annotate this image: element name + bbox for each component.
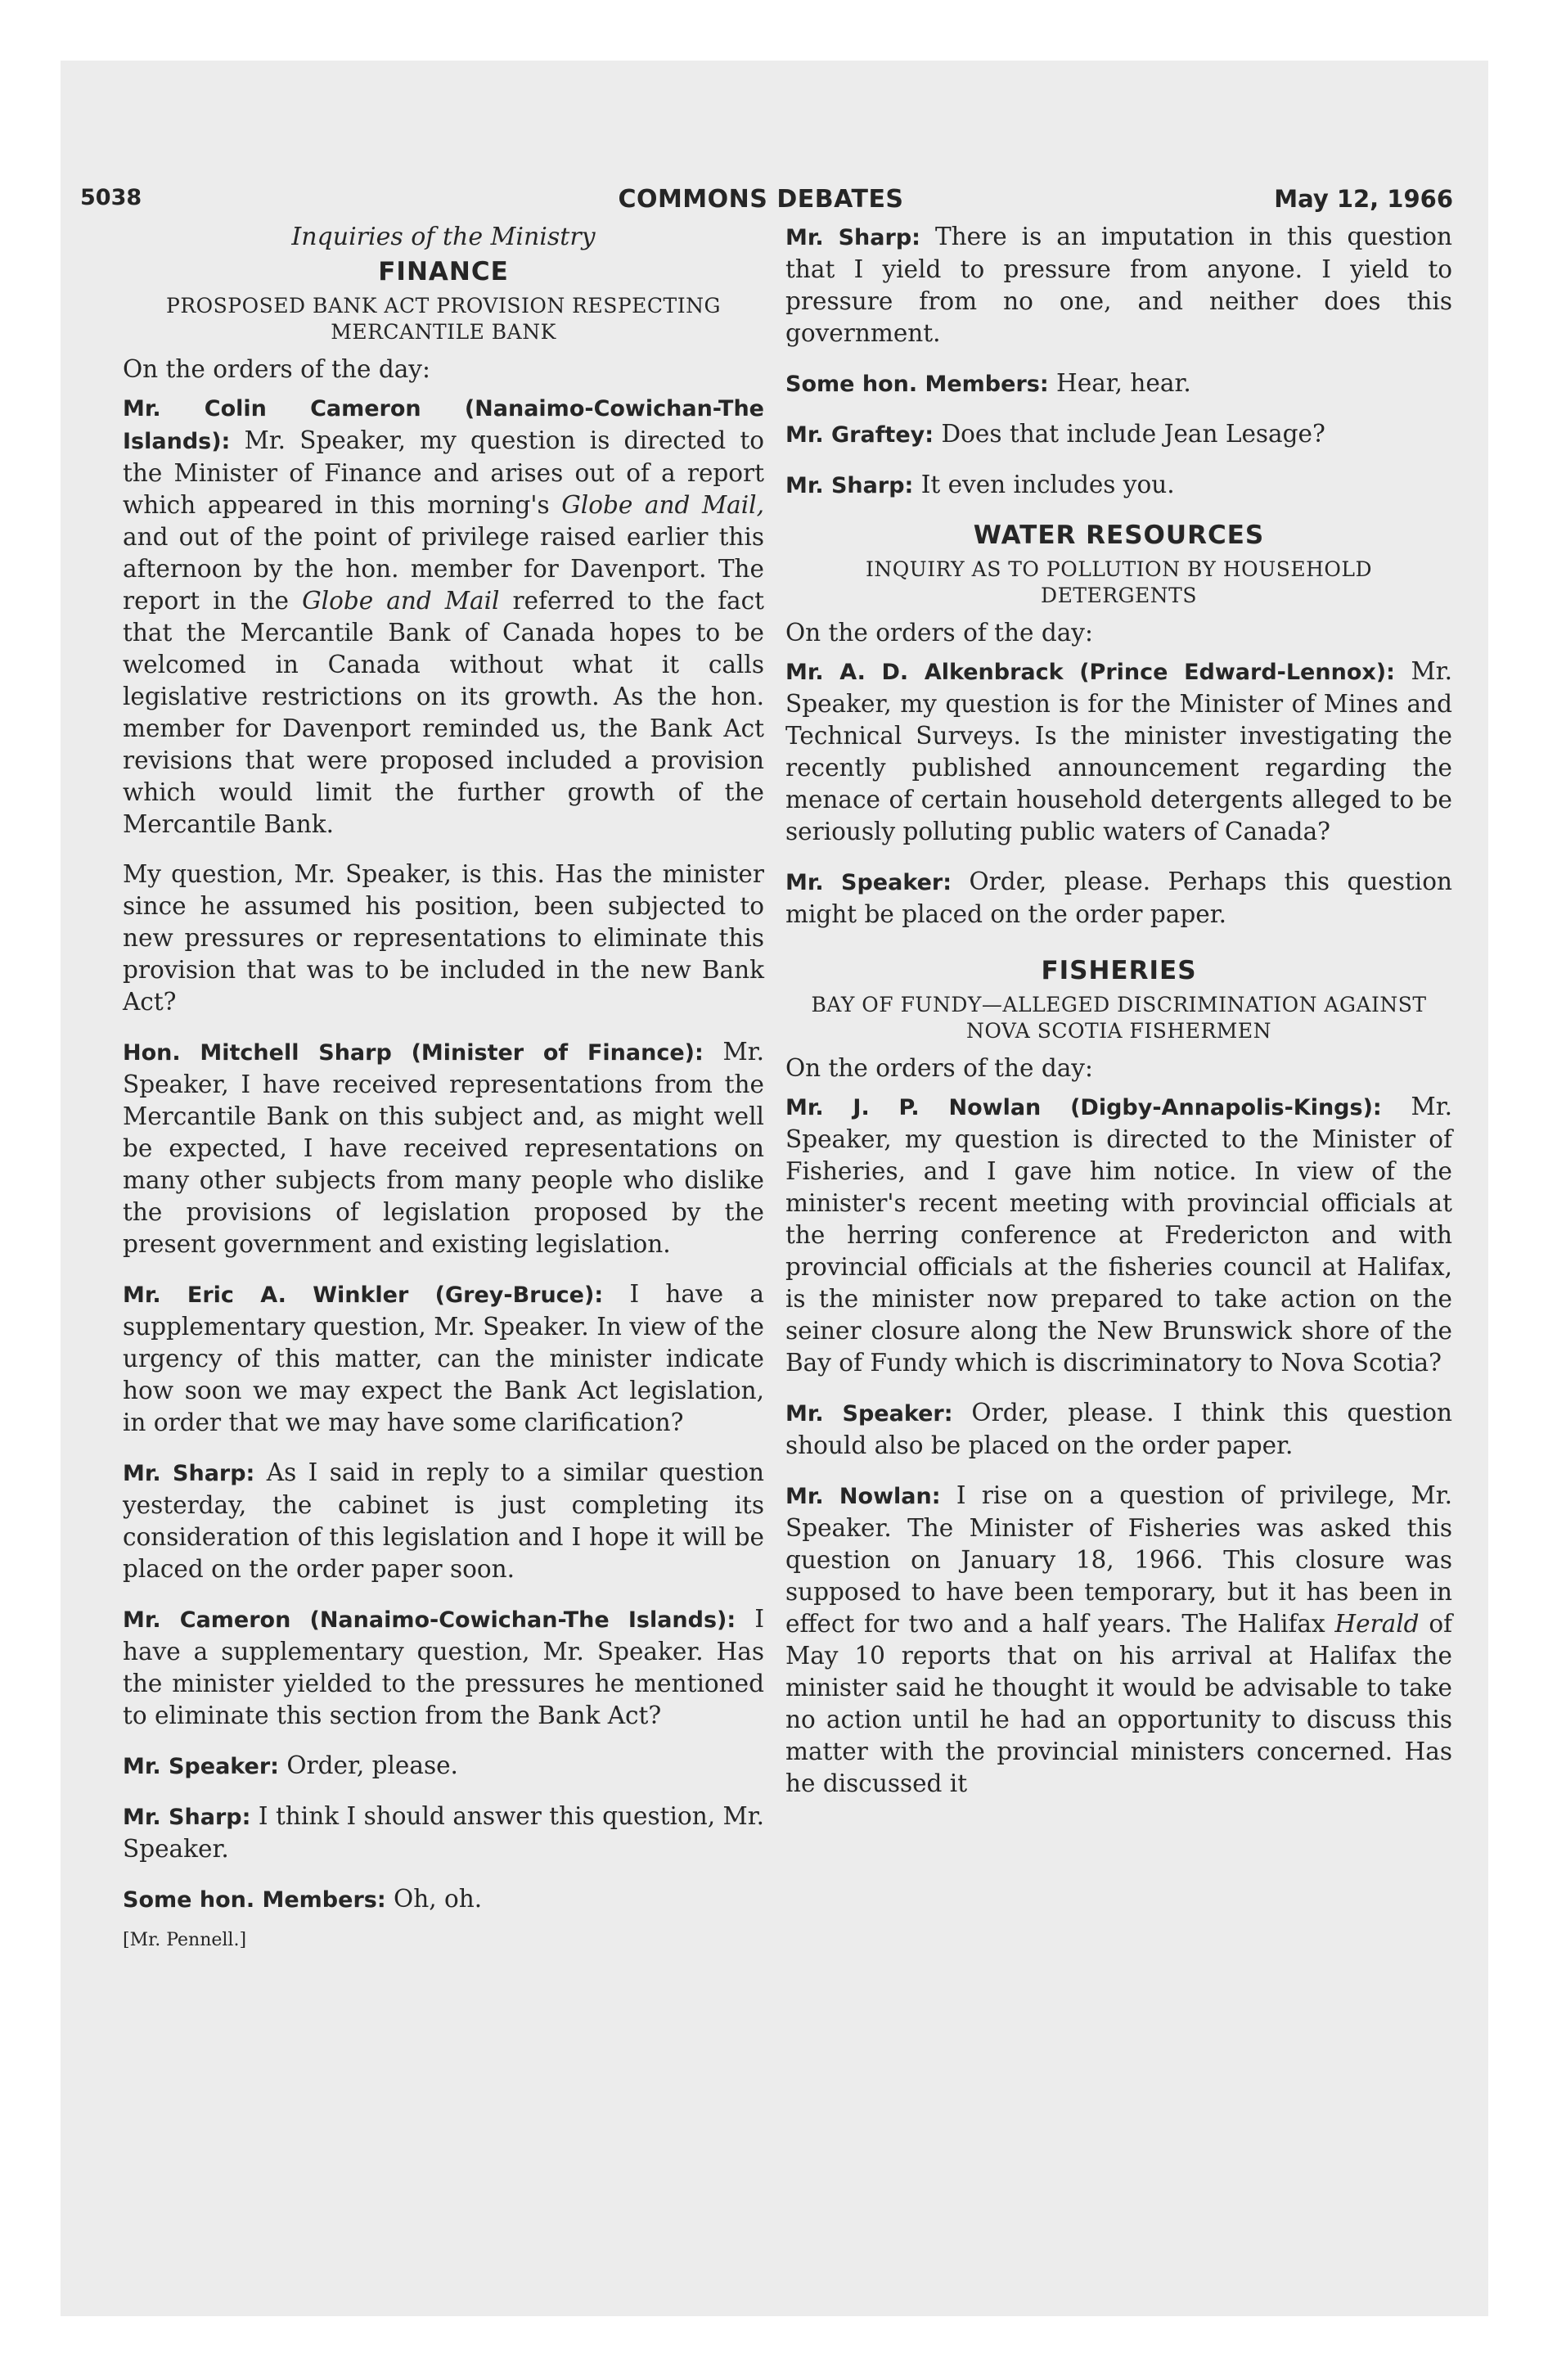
paragraph xyxy=(123,1457,764,1585)
subheading-detergents: INQUIRY AS TO POLLUTION BY HOUSEHOLD DETERGENTS xyxy=(865,557,1373,607)
paragraph: My question, Mr. Speaker, is this. Has the minister since he assumed his position, been subjected to new pressures or representations to eliminate this provision that was to be included in the new Bank Act? xyxy=(123,860,764,1016)
paragraph-text: Does that include Jean Lesage? xyxy=(941,420,1325,448)
paragraph xyxy=(785,656,1452,848)
speaker-name: Mr. J. P. Nowlan (Digby-Annapolis-Kings): xyxy=(785,1095,1382,1120)
speaker-name: Mr. Sharp: xyxy=(785,473,914,498)
page-number: 5038 xyxy=(80,185,142,210)
paragraph-text: I have a supplementary question, Mr. Speaker. In view of the urgency of this matter, can the minister indicate how soon we may expect the Bank Act legislation, in order that we may have some clarification? xyxy=(123,1280,764,1436)
paragraph xyxy=(785,1397,1452,1462)
subheading-bank-act: PROSPOSED BANK ACT PROVISION RESPECTING MERCANTILE BANK xyxy=(166,294,721,344)
paragraph-text: I rise on a question of privilege, Mr. Speaker. The Minister of Fisheries was asked this question on January 18, 1966. This closure was supposed to have been temporary, but it has been in effect for two and a half years. The Halifax xyxy=(785,1481,1452,1638)
publication-name: Globe and Mail, xyxy=(561,491,764,519)
speaker-name: Mr. Sharp: xyxy=(123,1461,255,1486)
paragraph xyxy=(123,1750,764,1783)
paragraph xyxy=(785,1480,1452,1800)
paragraph-text: referred to the fact that the Mercantile Bank of Canada hopes to be welcomed in Canada without what it calls legislative restrictions on its growth. As the hon. member for Davenport reminded us, the Bank Act revisions that were proposed included a provision which would limit the further growth of the Mercantile Bank. xyxy=(123,587,764,838)
speaker-name: Mr. Colin Cameron (Nanaimo-Cowichan-The Islands): xyxy=(123,396,764,454)
orders-of-day: On the orders of the day: xyxy=(785,619,1093,647)
speaker-name: Mr. Speaker: xyxy=(785,870,952,895)
speaker-name: Mr. Speaker: xyxy=(785,1401,953,1427)
paragraph xyxy=(785,866,1452,931)
subheading-bay-of-fundy: BAY OF FUNDY—ALLEGED DISCRIMINATION AGAINST NOVA SCOTIA FISHERMEN xyxy=(811,993,1427,1043)
page-header xyxy=(0,185,1548,218)
paragraph-text: Mr. Speaker, my question is directed to the Minister of Finance and arises out of a report which appeared in this morning's xyxy=(123,426,764,519)
paragraph xyxy=(785,469,1452,502)
paragraph xyxy=(123,1278,764,1439)
speaker-name: Mr. Speaker: xyxy=(123,1754,279,1779)
publication-title: COMMONS DEBATES xyxy=(618,185,904,214)
paragraph-text: Mr. Speaker, my question is for the Minister of Mines and Technical Surveys. Is the minister investigating the recently published announcement regarding the menace of certain household detergents alleged to be seriously polluting public waters of Canada? xyxy=(785,657,1452,845)
paragraph-text: There is an imputation in this question that I yield to pressure from anyone. I yield to pressure from no one, and neither does this government. xyxy=(785,223,1452,347)
paragraph xyxy=(785,418,1452,451)
left-column xyxy=(123,221,764,1956)
paragraph xyxy=(123,1603,764,1732)
paragraph-text: Order, please. Perhaps this question might be placed on the order paper. xyxy=(785,868,1452,928)
inquiries-heading: Inquiries of the Ministry xyxy=(291,223,596,251)
page-date: May 12, 1966 xyxy=(1274,185,1453,213)
speaker-name: Mr. Eric A. Winkler (Grey-Bruce): xyxy=(123,1282,604,1308)
paragraph xyxy=(123,1883,764,1916)
section-fisheries: FISHERIES xyxy=(1041,956,1197,985)
speaker-name: Some hon. Members: xyxy=(123,1887,386,1913)
speaker-name: Mr. Nowlan: xyxy=(785,1484,941,1509)
speaker-name: Hon. Mitchell Sharp (Minister of Finance): xyxy=(123,1040,704,1066)
paragraph-text: and out of the point of privilege raised earlier this afternoon by the hon. member for Davenport. The report in the xyxy=(123,523,764,615)
paragraph-text: It even includes you. xyxy=(920,471,1175,498)
publication-name: Globe and Mail xyxy=(302,587,500,615)
speaker-name: Mr. Cameron (Nanaimo-Cowichan-The Islands): xyxy=(123,1607,736,1633)
speaker-name: Mr. Sharp: xyxy=(785,225,920,250)
speaker-name: Mr. Sharp: xyxy=(123,1805,251,1830)
paragraph-text: As I said in reply to a similar question yesterday, the cabinet is just completing its consideration of this legislation and I hope it will be placed on the order paper soon. xyxy=(123,1458,764,1583)
publication-name: Herald xyxy=(1334,1610,1420,1638)
right-column xyxy=(785,221,1452,1818)
paragraph xyxy=(785,1091,1452,1379)
speaker-name: Some hon. Members: xyxy=(785,372,1049,397)
paragraph xyxy=(785,221,1452,349)
orders-of-day: On the orders of the day: xyxy=(123,355,430,383)
paragraph-text: Mr. Speaker, my question is directed to the Minister of Fisheries, and I gave him notice. In view of the minister's recent meeting with provincial officials at the herring conference at Fredericton and with provincial officials at the fisheries council at Halifax, is the minister now prepared to take action on the seiner closure along the New Brunswick shore of the Bay of Fundy which is discriminatory to Nova Scotia? xyxy=(785,1093,1452,1377)
speaker-name: Mr. A. D. Alkenbrack (Prince Edward-Lennox): xyxy=(785,660,1395,685)
section-water-resources: WATER RESOURCES xyxy=(973,521,1265,550)
paragraph-text: Oh, oh. xyxy=(394,1885,483,1913)
section-finance: FINANCE xyxy=(378,257,509,286)
paragraph xyxy=(123,392,764,841)
speaker-name: Mr. Graftey: xyxy=(785,422,934,448)
paragraph-text: of May 10 reports that on his arrival at Halifax the minister said he thought it would be advisable to take no action until he had an opportunity to discuss this matter with the provincial ministers concerned. Has he discussed it xyxy=(785,1610,1452,1797)
paragraph-text: I think I should answer this question, Mr. Speaker. xyxy=(123,1802,764,1863)
paragraph-text: Hear, hear. xyxy=(1056,369,1191,397)
paragraph xyxy=(123,1801,764,1865)
paragraph-text: Mr. Speaker, I have received representations from the Mercantile Bank on this subject and, as might well be expected, I have received representations on many other subjects from many people who dislike the provisions of legislation proposed by the present government and existing legislation. xyxy=(123,1038,764,1258)
paragraph-text: Order, please. I think this question should also be placed on the order paper. xyxy=(785,1399,1452,1459)
footnote: [Mr. Pennell.] xyxy=(123,1930,247,1950)
paragraph xyxy=(785,367,1452,400)
orders-of-day: On the orders of the day: xyxy=(785,1054,1093,1082)
paragraph-text: Order, please. xyxy=(286,1751,458,1779)
paragraph-text: I have a supplementary question, Mr. Speaker. Has the minister yielded to the pressures he mentioned to eliminate this section from the Bank Act? xyxy=(123,1605,764,1729)
paragraph xyxy=(123,1036,764,1260)
